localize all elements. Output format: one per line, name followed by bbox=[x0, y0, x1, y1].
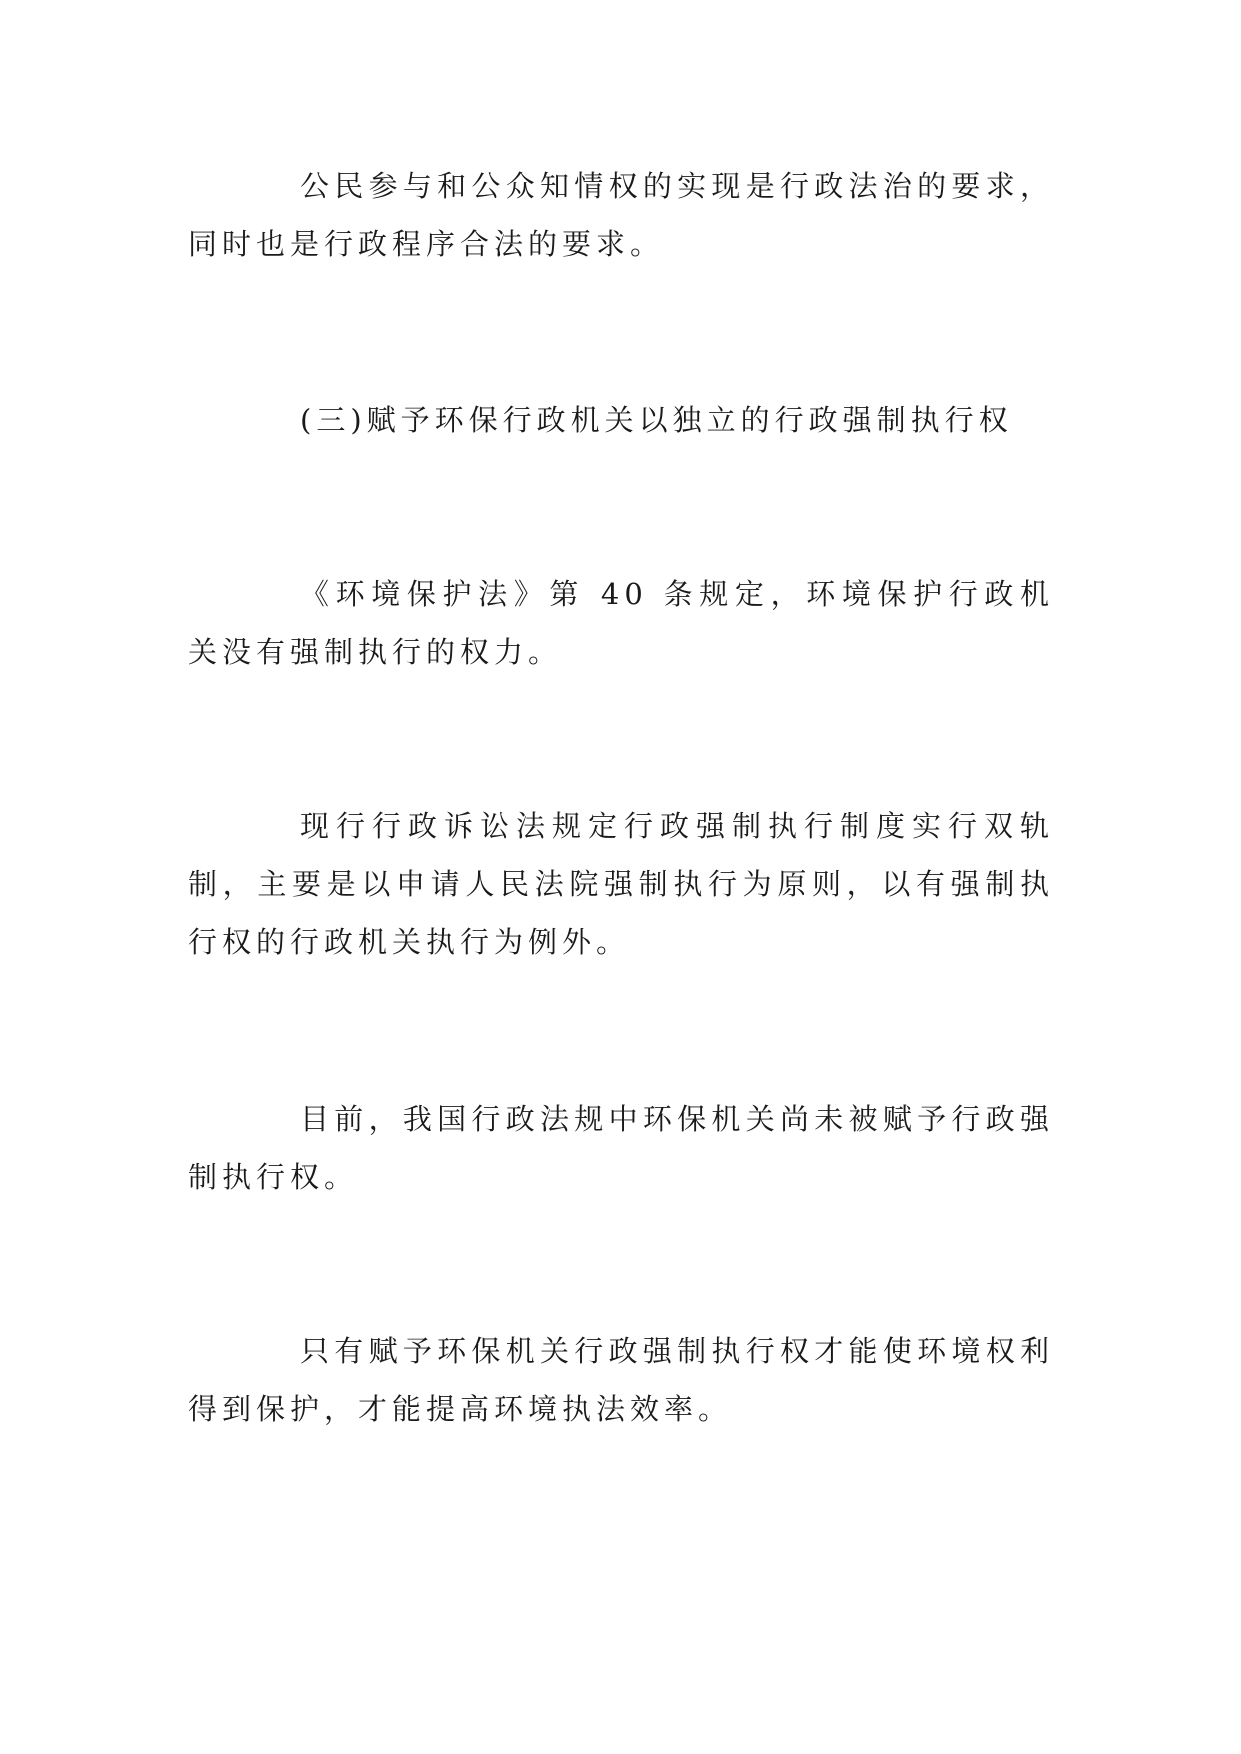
paragraph-conclusion: 只有赋予环保机关行政强制执行权才能使环境权利得到保护，才能提高环境执法效率。 bbox=[188, 1334, 1054, 1426]
paragraph-environmental-law-article-40: 《环境保护法》第 40 条规定，环境保护行政机关没有强制执行的权力。 bbox=[188, 577, 1054, 669]
paragraph-current-regulations: 目前，我国行政法规中环保机关尚未被赋予行政强制执行权。 bbox=[188, 1102, 1054, 1194]
section-heading-enforcement-power: (三)赋予环保行政机关以独立的行政强制执行权 bbox=[300, 403, 1013, 437]
paragraph-dual-track-system: 现行行政诉讼法规定行政强制执行制度实行双轨制，主要是以申请人民法院强制执行为原则，以有强制执行权的行政机关执行为例外。 bbox=[188, 809, 1054, 959]
paragraph-public-participation: 公民参与和公众知情权的实现是行政法治的要求，同时也是行政程序合法的要求。 bbox=[188, 169, 1054, 261]
